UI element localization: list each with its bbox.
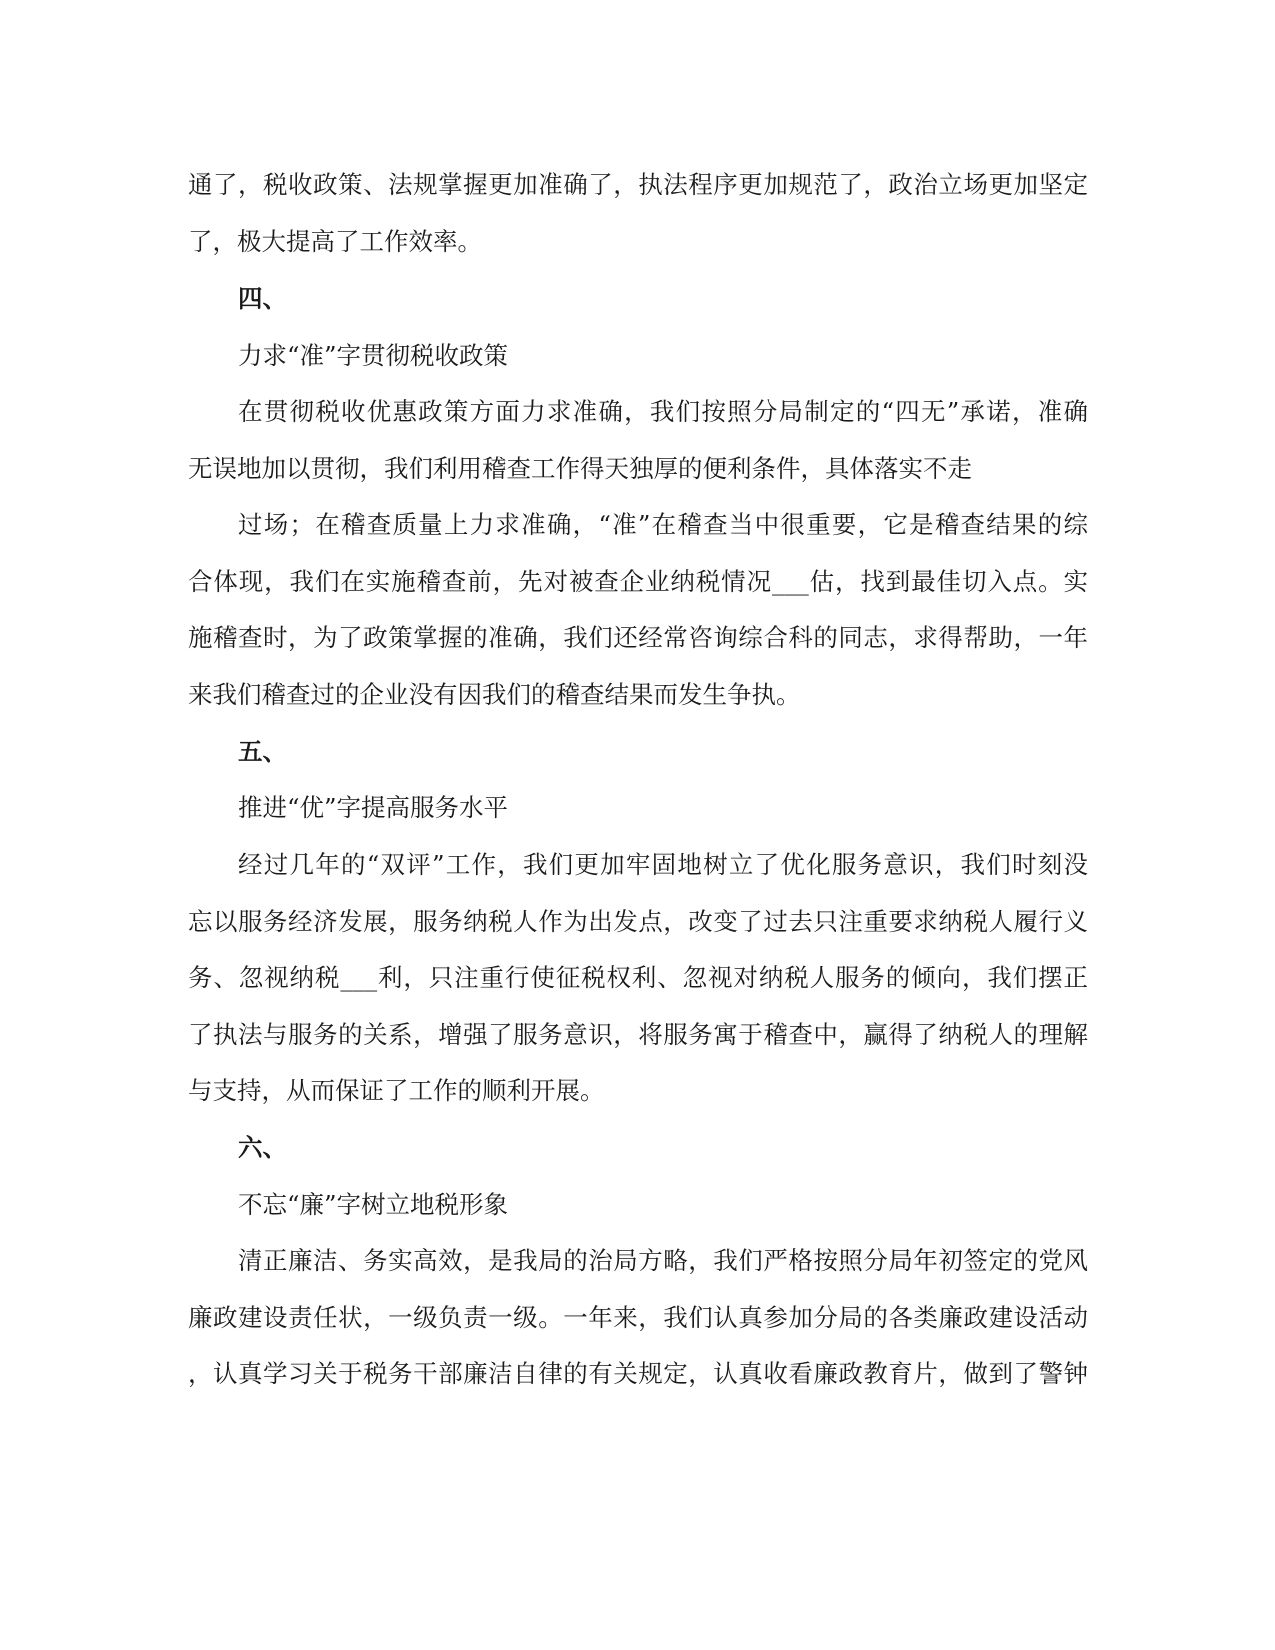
section-number-4: 四、 <box>238 284 287 313</box>
paragraph-line: 廉政建设责任状，一级负责一级。一年来，我们认真参加分局的各类廉政建设活动 <box>188 1303 1088 1332</box>
paragraph-line: 清正廉洁、务实高效，是我局的治局方略，我们严格按照分局年初签定的党风 <box>238 1246 1088 1275</box>
body-text-line: 通了，税收政策、法规掌握更加准确了，执法程序更加规范了，政治立场更加坚定 <box>188 170 1088 199</box>
paragraph-line: 在贯彻税收优惠政策方面力求准确，我们按照分局制定的“四无”承诺，准确 <box>238 397 1088 426</box>
body-text-line: 了，极大提高了工作效率。 <box>188 227 482 256</box>
paragraph-line: 来我们稽查过的企业没有因我们的稽查结果而发生争执。 <box>188 680 801 709</box>
paragraph-line: ，认真学习关于税务干部廉洁自律的有关规定，认真收看廉政教育片，做到了警钟 <box>188 1359 1088 1388</box>
paragraph-line: 过场；在稽查质量上力求准确，“准”在稽查当中很重要，它是稽查结果的综 <box>238 510 1088 539</box>
paragraph-line: 忘以服务经济发展，服务纳税人作为出发点，改变了过去只注重要求纳税人履行义 <box>188 907 1088 936</box>
paragraph-line: 无误地加以贯彻，我们利用稽查工作得天独厚的便利条件，具体落实不走 <box>188 454 972 483</box>
section-title-5: 推进“优”字提高服务水平 <box>238 793 509 822</box>
paragraph-line: 施稽查时，为了政策掌握的准确，我们还经常咨询综合科的同志，求得帮助，一年 <box>188 623 1088 652</box>
paragraph-line: 合体现，我们在实施稽查前，先对被查企业纳税情况___估，找到最佳切入点。实 <box>188 567 1088 596</box>
paragraph-line: 务、忽视纳税___利，只注重行使征税权利、忽视对纳税人服务的倾向，我们摆正 <box>188 963 1088 992</box>
paragraph-line: 与支持，从而保证了工作的顺利开展。 <box>188 1076 605 1105</box>
section-number-6: 六、 <box>238 1133 287 1162</box>
paragraph-line: 经过几年的“双评”工作，我们更加牢固地树立了优化服务意识，我们时刻没 <box>238 850 1088 879</box>
section-title-4: 力求“准”字贯彻税收政策 <box>238 341 509 370</box>
section-title-6: 不忘“廉”字树立地税形象 <box>238 1190 509 1219</box>
paragraph-line: 了执法与服务的关系，增强了服务意识，将服务寓于稽查中，赢得了纳税人的理解 <box>188 1020 1088 1049</box>
section-number-5: 五、 <box>238 737 287 766</box>
